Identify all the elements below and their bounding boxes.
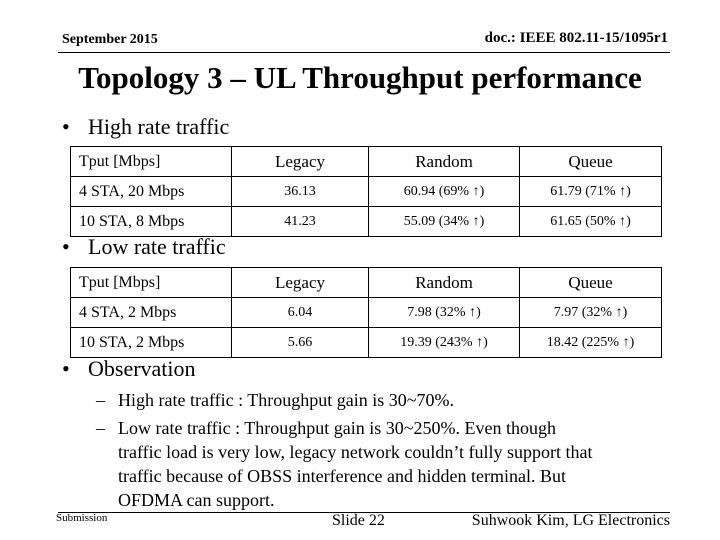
dash-marker: –	[96, 390, 105, 410]
observation-item-2-line-1: Low rate traffic : Throughput gain is 30~250%. Even though	[118, 418, 556, 438]
bullet-dot: •	[62, 114, 70, 139]
table-cell: 4 STA, 2 Mbps	[71, 298, 232, 328]
table-cell: 19.39 (243% ↑)	[369, 328, 520, 358]
table-header-cell: Legacy	[232, 268, 369, 298]
table-cell: 4 STA, 20 Mbps	[71, 177, 232, 207]
footer-submission: Submission	[56, 512, 108, 524]
table-row	[71, 207, 662, 237]
table-header-cell: Random	[369, 268, 520, 298]
table-header-cell: Legacy	[232, 147, 369, 177]
observation-item-2-line-2: traffic load is very low, legacy network couldn’t fully support that	[118, 442, 593, 462]
table-cell: 18.42 (225% ↑)	[520, 328, 662, 358]
observation-item-1	[96, 388, 676, 412]
table-header-cell: Random	[369, 147, 520, 177]
bullet-observation-label: Observation	[88, 356, 196, 381]
observation-item-1-text: High rate traffic : Throughput gain is 30~70%.	[118, 390, 455, 410]
table-cell: 61.79 (71% ↑)	[520, 177, 662, 207]
bullet-dot: •	[62, 356, 70, 381]
table-cell: 36.13	[232, 177, 369, 207]
table-cell: 61.65 (50% ↑)	[520, 207, 662, 237]
table-header-row	[71, 268, 662, 298]
observation-item-2	[96, 416, 676, 440]
footer-slide-number: Slide 22	[332, 512, 385, 529]
table-cell: 7.98 (32% ↑)	[369, 298, 520, 328]
bullet-observation	[62, 356, 196, 382]
bullet-high-rate	[62, 114, 229, 140]
bullet-dot: •	[62, 234, 70, 259]
bullet-low-rate	[62, 234, 226, 260]
table-cell: 10 STA, 8 Mbps	[71, 207, 232, 237]
table-header-cell: Tput [Mbps]	[71, 147, 232, 177]
table-cell: 60.94 (69% ↑)	[369, 177, 520, 207]
table-row	[71, 328, 662, 358]
footer-author: Suhwook Kim, LG Electronics	[471, 512, 670, 529]
table-cell: 55.09 (34% ↑)	[369, 207, 520, 237]
header-doc-id: doc.: IEEE 802.11-15/1095r1	[484, 30, 668, 46]
low-rate-table	[70, 267, 662, 358]
table-header-cell: Queue	[520, 268, 662, 298]
observation-item-2-line-3: traffic because of OBSS interference and hidden terminal. But	[118, 466, 567, 486]
bullet-low-rate-label: Low rate traffic	[88, 234, 226, 259]
table-cell: 41.23	[232, 207, 369, 237]
table-cell: 10 STA, 2 Mbps	[71, 328, 232, 358]
bullet-high-rate-label: High rate traffic	[88, 114, 230, 139]
table-cell: 6.04	[232, 298, 369, 328]
header-date: September 2015	[62, 32, 158, 47]
observation-item-2-line-4: OFDMA can support.	[118, 490, 275, 510]
table-row	[71, 177, 662, 207]
dash-marker: –	[96, 418, 105, 438]
table-header-row	[71, 147, 662, 177]
table-cell: 7.97 (32% ↑)	[520, 298, 662, 328]
table-header-cell: Queue	[520, 147, 662, 177]
table-header-cell: Tput [Mbps]	[71, 268, 232, 298]
high-rate-table	[70, 146, 662, 237]
header-divider	[58, 52, 670, 53]
slide-title: Topology 3 – UL Throughput performance	[78, 60, 642, 95]
table-row	[71, 298, 662, 328]
table-cell: 5.66	[232, 328, 369, 358]
